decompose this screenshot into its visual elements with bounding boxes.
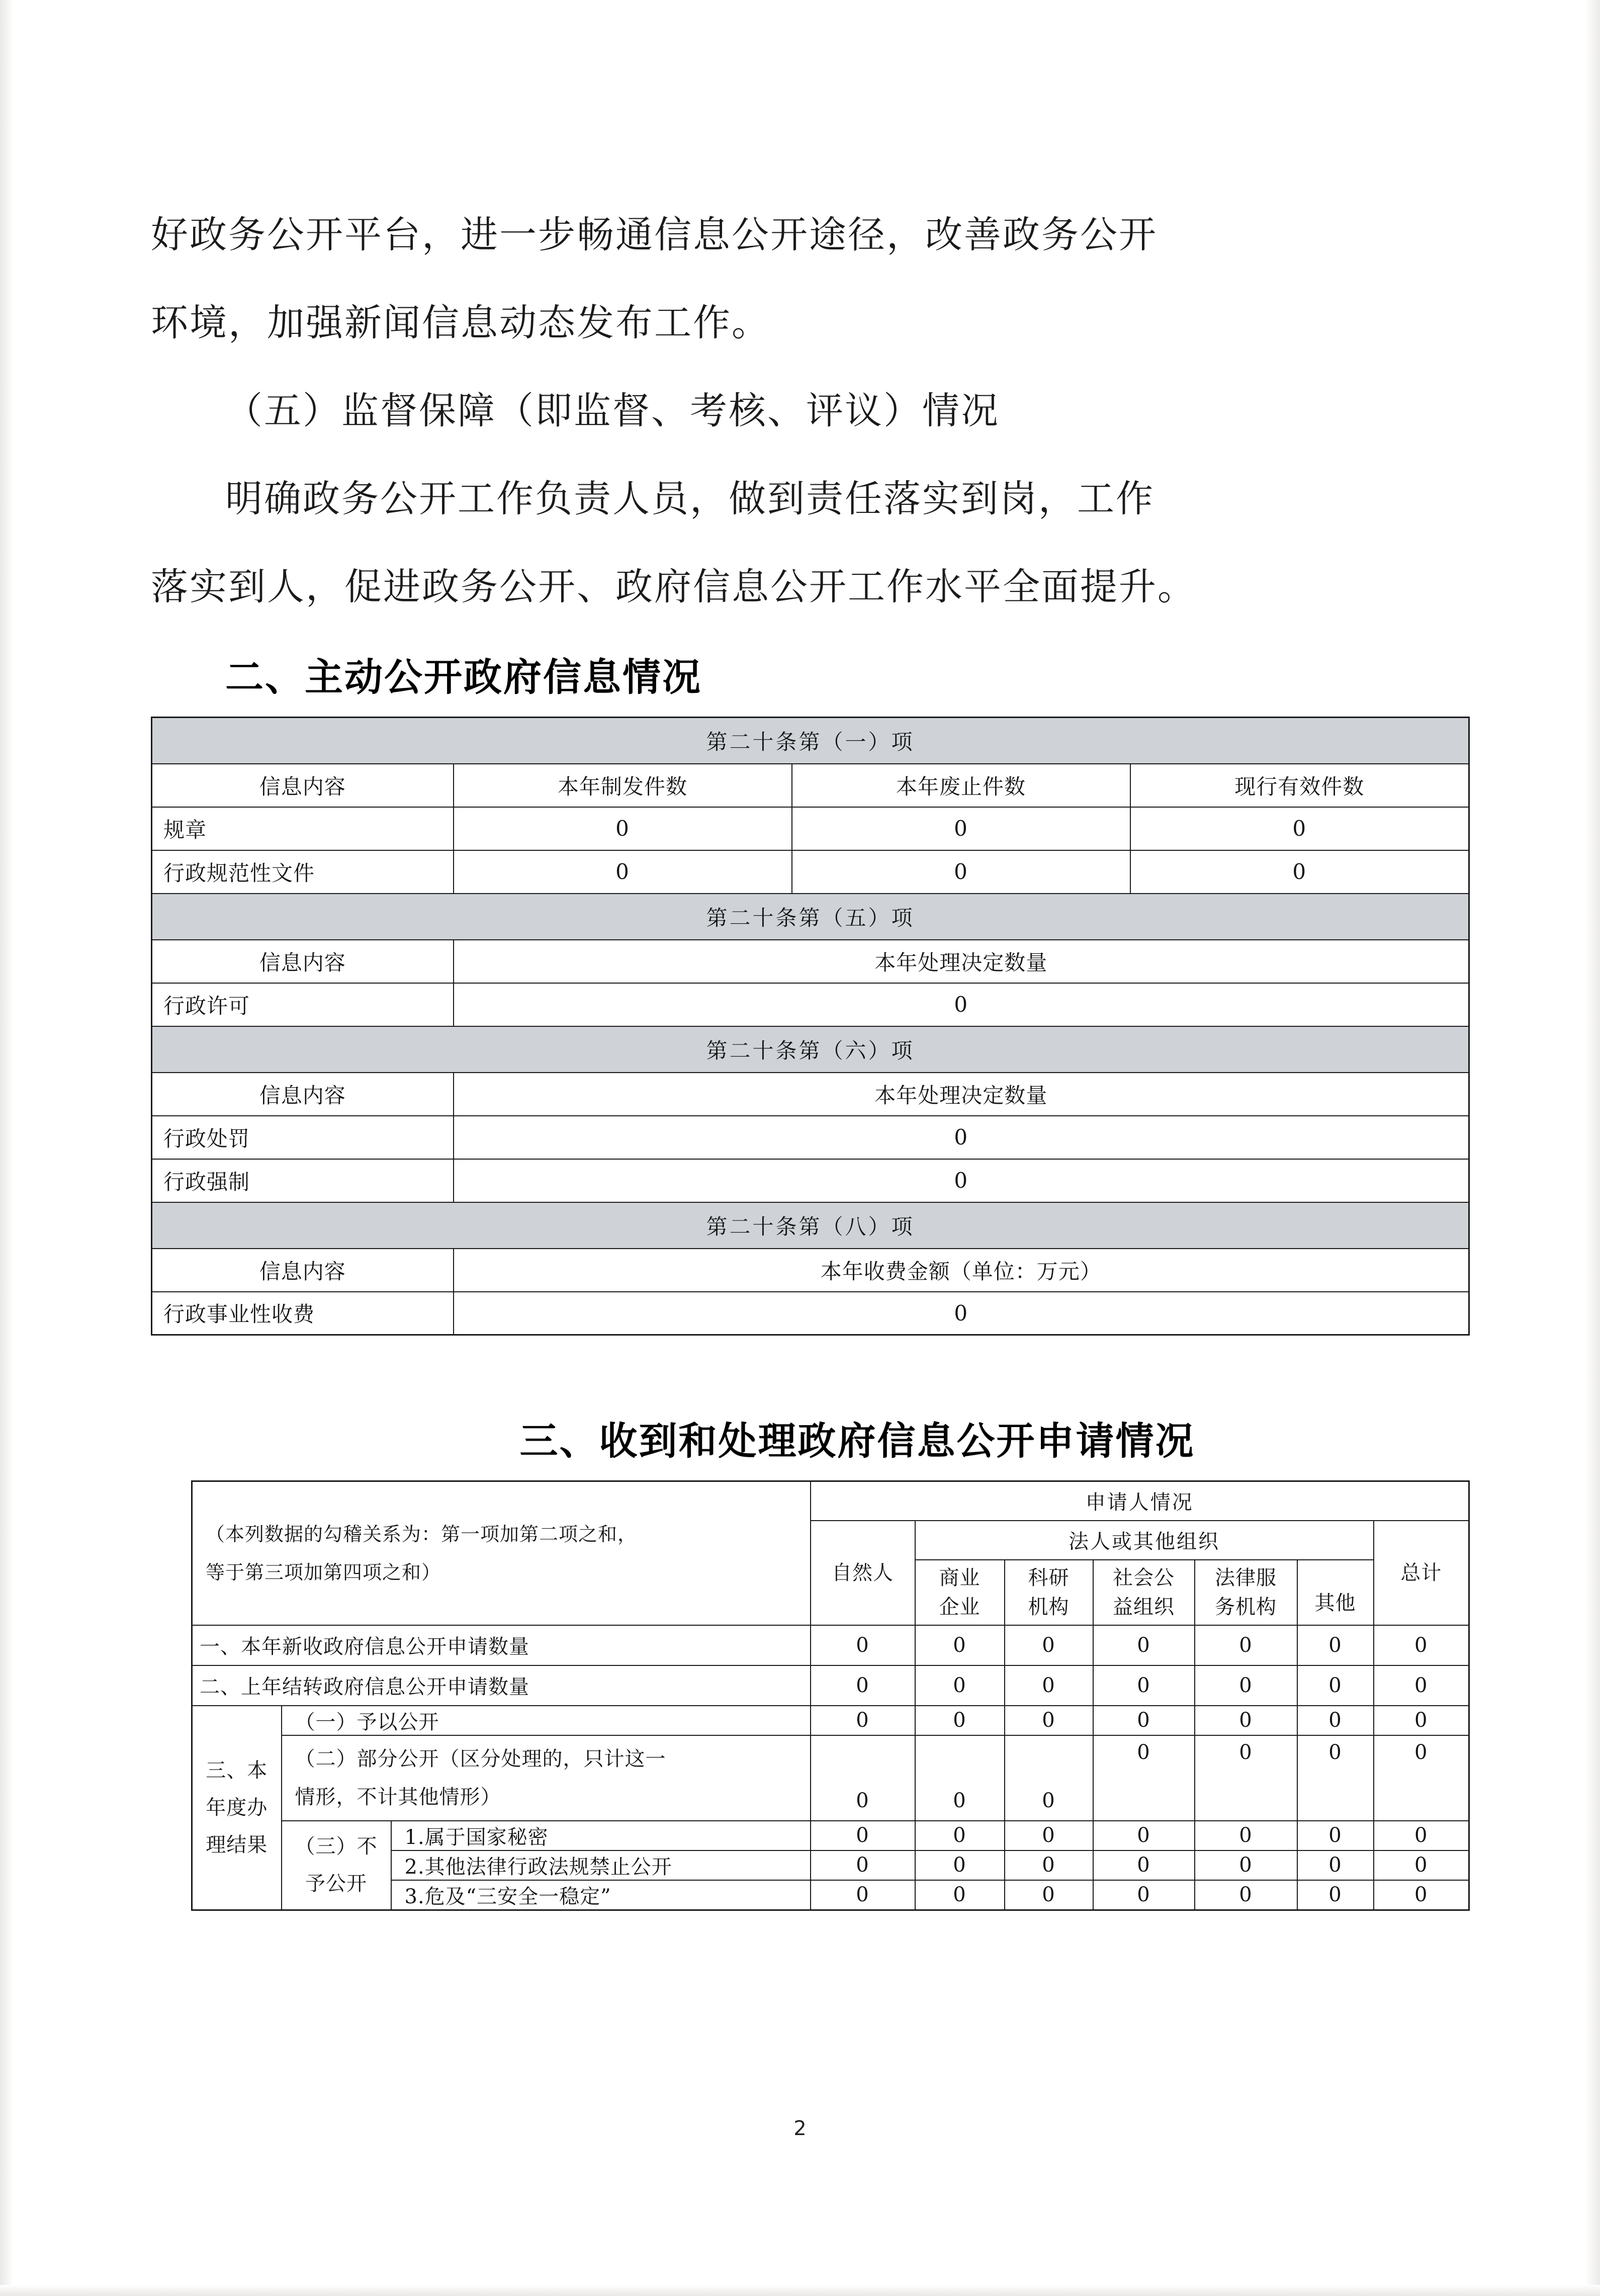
data-cell: 0: [915, 1625, 1005, 1665]
row-label-state-secret: 1.属于国家秘密: [391, 1821, 811, 1850]
table-row: [152, 1073, 1469, 1116]
column-header-commercial-enterprise: [915, 1560, 1005, 1625]
row-label: 行政许可: [152, 983, 454, 1026]
body-paragraph-subheading: （五）监督保障（即监督、考核、评议）情况: [225, 389, 1000, 432]
table-row: [152, 1116, 1469, 1159]
data-cell: 0: [1005, 1880, 1093, 1910]
column-header: 信息内容: [152, 940, 454, 983]
body-paragraph: 明确政务公开工作负责人员，做到责任落实到岗，工作: [225, 477, 1154, 520]
data-cell: 0: [1195, 1850, 1297, 1880]
data-cell: 0: [1093, 1665, 1195, 1706]
table-row: [192, 1665, 1469, 1706]
section-heading-3: 三、收到和处理政府信息公开申请情况: [519, 1419, 1195, 1463]
table-row: [152, 764, 1469, 807]
data-cell: 0: [811, 1625, 915, 1665]
section-heading-2: 二、主动公开政府信息情况: [225, 655, 702, 699]
column-header: 本年处理决定数量: [454, 940, 1469, 983]
data-cell: 0: [915, 1706, 1005, 1735]
data-cell: 0: [915, 1665, 1005, 1706]
column-header: 信息内容: [152, 1073, 454, 1116]
column-header-research-institution: [1005, 1560, 1093, 1625]
header-line-2: 机构: [1028, 1595, 1070, 1619]
header-line-1: 法律服: [1215, 1566, 1277, 1589]
row-label-disclosed: （一）予以公开: [282, 1706, 811, 1735]
data-cell: 0: [1374, 1850, 1469, 1880]
table-row: [192, 1625, 1469, 1665]
column-header: 本年处理决定数量: [454, 1073, 1469, 1116]
table-row: [152, 1292, 1469, 1335]
table-section-header: 第二十条第（五）项: [152, 894, 1469, 940]
data-cell: 0: [1195, 1821, 1297, 1850]
column-header-public-welfare-org: [1093, 1560, 1195, 1625]
data-cell: 0: [1195, 1706, 1297, 1735]
column-header: 信息内容: [152, 764, 454, 807]
data-cell: 0: [811, 1706, 915, 1735]
row-label-partially-disclosed: [282, 1735, 811, 1821]
scan-edge-left: [0, 0, 13, 2296]
table-row: [152, 807, 1469, 850]
table-row: [152, 983, 1469, 1026]
data-cell: 0: [811, 1850, 915, 1880]
data-cell: 0: [811, 1665, 915, 1706]
table-row: [192, 1821, 1469, 1850]
table-section-header: 第二十条第（八）项: [152, 1202, 1469, 1249]
column-header-total: 总计: [1374, 1521, 1469, 1625]
data-cell: 0: [454, 1116, 1469, 1159]
data-cell: 0: [1130, 807, 1469, 850]
scan-edge-bottom: [0, 2285, 1600, 2296]
row-label: 行政事业性收费: [152, 1292, 454, 1335]
column-header-legal-service-org: [1195, 1560, 1297, 1625]
page-number: 2: [793, 2117, 807, 2140]
column-header: 本年废止件数: [792, 764, 1130, 807]
header-line-1: 其他: [1314, 1591, 1356, 1615]
data-cell: 0: [1093, 1821, 1195, 1850]
body-paragraph: 落实到人，促进政务公开、政府信息公开工作水平全面提升。: [151, 565, 1196, 608]
data-cell: 0: [792, 807, 1130, 850]
data-cell: 0: [1093, 1850, 1195, 1880]
data-cell: 0: [1195, 1735, 1297, 1821]
column-header: 本年制发件数: [454, 764, 792, 807]
data-cell: 0: [1005, 1665, 1093, 1706]
data-cell: 0: [1005, 1850, 1093, 1880]
row-label: 行政规范性文件: [152, 850, 454, 894]
data-cell: 0: [1005, 1735, 1093, 1821]
row-label-other-law-prohibits: 2.其他法律行政法规禁止公开: [391, 1850, 811, 1880]
table-row: [152, 894, 1469, 940]
data-cell: 0: [1374, 1880, 1469, 1910]
table-row: [152, 1159, 1469, 1202]
table-row: [152, 1026, 1469, 1073]
row-label: 规章: [152, 807, 454, 850]
data-cell: 0: [1374, 1665, 1469, 1706]
header-line-2: 务机构: [1215, 1595, 1277, 1619]
row-label-line-2: 情形，不计其他情形）: [295, 1785, 501, 1809]
table-information-requests: [191, 1480, 1470, 1911]
table-section-header: 第二十条第（六）项: [152, 1026, 1469, 1073]
document-content: [151, 191, 1483, 1911]
data-cell: 0: [915, 1821, 1005, 1850]
data-cell: 0: [915, 1735, 1005, 1821]
row-label-line-1: （二）部分公开（区分处理的，只计这一: [295, 1747, 666, 1771]
data-cell: 0: [454, 1292, 1469, 1335]
table-section-header: 第二十条第（一）项: [152, 718, 1469, 764]
column-header: 现行有效件数: [1130, 764, 1469, 807]
data-cell: 0: [1195, 1880, 1297, 1910]
table-active-disclosure: [151, 717, 1470, 1336]
group-header-legal-entity: 法人或其他组织: [915, 1521, 1374, 1560]
body-paragraph: 好政务公开平台，进一步畅通信息公开途径，改善政务公开: [151, 213, 1158, 256]
data-cell: 0: [792, 850, 1130, 894]
column-header: 信息内容: [152, 1249, 454, 1292]
data-cell: 0: [915, 1850, 1005, 1880]
table-row: [192, 1706, 1469, 1735]
data-cell: 0: [454, 850, 792, 894]
body-paragraph: 环境，加强新闻信息动态发布工作。: [151, 301, 770, 344]
table-row: [192, 1735, 1469, 1821]
data-cell: 0: [1297, 1735, 1374, 1821]
header-line-2: 企业: [939, 1595, 981, 1619]
data-cell: 0: [1374, 1735, 1469, 1821]
data-cell: 0: [1005, 1625, 1093, 1665]
data-cell: 0: [1093, 1625, 1195, 1665]
data-cell: 0: [1297, 1821, 1374, 1850]
data-cell: 0: [1195, 1625, 1297, 1665]
data-cell: 0: [915, 1880, 1005, 1910]
data-cell: 0: [1195, 1665, 1297, 1706]
column-header: 本年收费金额（单位：万元）: [454, 1249, 1469, 1292]
row-label: 行政强制: [152, 1159, 454, 1202]
data-cell: 0: [1297, 1665, 1374, 1706]
data-cell: 0: [1093, 1735, 1195, 1821]
header-line-1: 商业: [939, 1566, 981, 1589]
checksum-note-line-2: 等于第三项加第四项之和）: [206, 1561, 441, 1583]
data-cell: 0: [811, 1821, 915, 1850]
table-row: [192, 1481, 1469, 1521]
data-cell: 0: [1005, 1706, 1093, 1735]
data-cell: 0: [1297, 1880, 1374, 1910]
table-row: [152, 718, 1469, 764]
data-cell: 0: [811, 1735, 915, 1821]
data-cell: 0: [1297, 1625, 1374, 1665]
data-cell: 0: [1297, 1706, 1374, 1735]
data-cell: 0: [1005, 1821, 1093, 1850]
row-group-label-not-disclosed: （三）不予公开: [282, 1821, 391, 1910]
group-header-applicant: 申请人情况: [811, 1481, 1469, 1521]
data-cell: 0: [1093, 1880, 1195, 1910]
header-line-2: 益组织: [1113, 1595, 1175, 1619]
row-group-label-annual-results: 三、本年度办理结果: [192, 1706, 282, 1910]
data-cell: 0: [1374, 1821, 1469, 1850]
row-label: 行政处罚: [152, 1116, 454, 1159]
data-cell: 0: [454, 983, 1469, 1026]
row-label-new-requests: 一、本年新收政府信息公开申请数量: [192, 1625, 811, 1665]
row-label-endangers-security-stability: 3.危及“三安全一稳定”: [391, 1880, 811, 1910]
data-cell: 0: [454, 1159, 1469, 1202]
column-header-natural-person: 自然人: [811, 1521, 915, 1625]
header-line-1: 科研: [1028, 1566, 1070, 1589]
table-row: [152, 940, 1469, 983]
data-cell: 0: [811, 1880, 915, 1910]
header-line-1: 社会公: [1113, 1566, 1175, 1589]
checksum-note-line-1: （本列数据的勾稽关系为：第一项加第二项之和，: [206, 1523, 638, 1545]
data-cell: 0: [1130, 850, 1469, 894]
data-cell: 0: [1093, 1706, 1195, 1735]
row-label-carried-over-requests: 二、上年结转政府信息公开申请数量: [192, 1665, 811, 1706]
data-cell: 0: [1297, 1850, 1374, 1880]
table-row: [152, 1202, 1469, 1249]
data-cell: 0: [454, 807, 792, 850]
data-cell: 0: [1374, 1625, 1469, 1665]
column-header-other: [1297, 1560, 1374, 1625]
table-row: [152, 850, 1469, 894]
scan-edge-right: [1585, 0, 1600, 2296]
data-cell: 0: [1374, 1706, 1469, 1735]
checksum-note: [192, 1481, 811, 1625]
table-row: [152, 1249, 1469, 1292]
